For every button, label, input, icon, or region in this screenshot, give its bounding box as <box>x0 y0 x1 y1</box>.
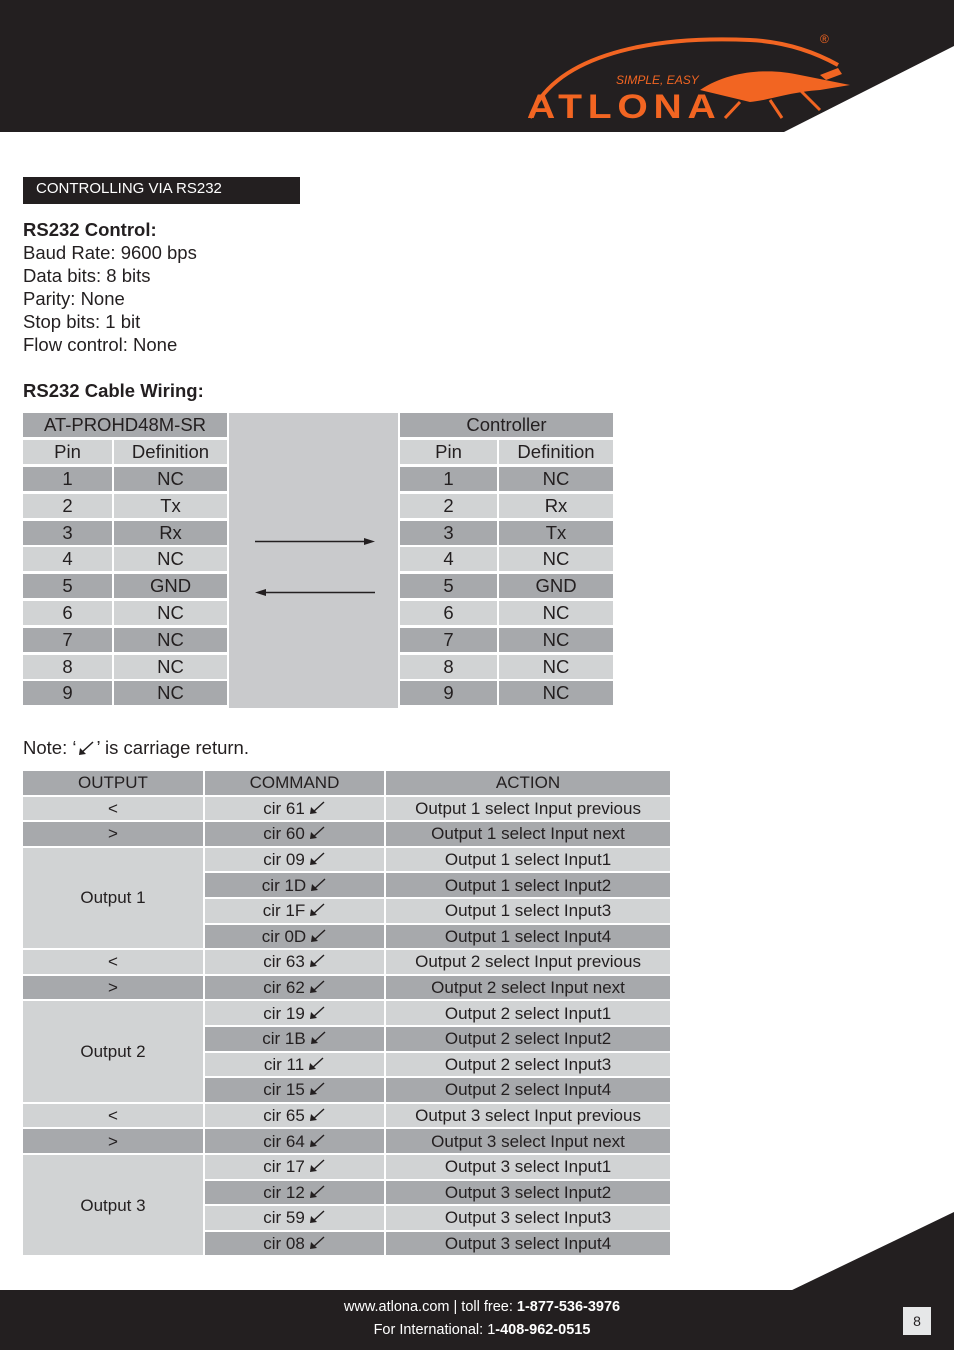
logo-wordmark: ATLONA <box>527 88 722 126</box>
command-table-header <box>23 771 670 795</box>
left-definition-cell: NC <box>114 547 227 571</box>
left-pin-cell: 2 <box>23 494 112 518</box>
command-text: cir 12 <box>263 1182 305 1202</box>
data-bits-line: Data bits: 8 bits <box>23 265 151 286</box>
right-pin-cell: 7 <box>400 628 497 652</box>
intl-label: For International: 1 <box>373 1322 496 1338</box>
action-cell: Output 3 select Input1 <box>386 1155 670 1179</box>
intl-number: -408-962-0515 <box>495 1322 591 1338</box>
note-prefix: Note: ‘ <box>23 737 77 758</box>
baud-rate-line: Baud Rate: 9600 bps <box>23 242 197 263</box>
logo-tagline: SIMPLE, EASY <box>616 73 699 87</box>
page-number: 8 <box>903 1307 931 1335</box>
command-cell <box>205 797 384 821</box>
carriage-return-icon <box>309 1031 327 1045</box>
right-pin-cell: 4 <box>400 547 497 571</box>
command-text: cir 62 <box>263 978 305 998</box>
action-cell: Output 1 select Input1 <box>386 848 670 872</box>
command-table-body <box>23 797 670 1256</box>
output-cell: > <box>23 1129 203 1153</box>
action-cell: Output 1 select Input next <box>386 822 670 846</box>
carriage-return-icon <box>308 852 326 866</box>
left-definition-cell: Tx <box>114 494 227 518</box>
right-pin-cell: 3 <box>400 521 497 545</box>
carriage-return-icon <box>309 878 327 892</box>
toll-free-number: 1-877-536-3976 <box>516 1299 621 1315</box>
command-cell <box>205 925 384 949</box>
output-column-header: OUTPUT <box>23 771 203 795</box>
command-cell <box>205 1078 384 1102</box>
command-cell <box>205 1206 384 1230</box>
command-cell <box>205 822 384 846</box>
left-pin-header: Pin <box>23 440 112 464</box>
left-definition-header: Definition <box>114 440 227 464</box>
command-cell <box>205 1181 384 1205</box>
footer-corner-shape <box>788 1212 954 1292</box>
command-text: cir 65 <box>263 1106 305 1126</box>
command-cell <box>205 1104 384 1128</box>
left-definition-cell: NC <box>114 628 227 652</box>
carriage-return-icon <box>307 1057 325 1071</box>
right-pin-header: Pin <box>400 440 497 464</box>
left-definition-cell: NC <box>114 601 227 625</box>
registered-mark: ® <box>820 32 829 46</box>
flow-control-line: Flow control: None <box>23 334 178 355</box>
right-pin-cell: 9 <box>400 681 497 705</box>
right-definition-cell: NC <box>499 601 613 625</box>
carriage-return-icon <box>308 1236 326 1250</box>
command-text: cir 64 <box>263 1131 305 1151</box>
left-definition-cell: GND <box>114 574 227 598</box>
carriage-return-icon <box>308 826 326 840</box>
output-cell: < <box>23 1104 203 1128</box>
command-text: cir 0D <box>261 926 307 946</box>
command-cell <box>205 1129 384 1153</box>
note-line <box>23 736 249 759</box>
command-text: cir 11 <box>263 1054 305 1074</box>
left-pin-cell: 8 <box>23 655 112 679</box>
output-group-cell: Output 2 <box>23 1001 203 1101</box>
carriage-return-icon <box>308 1159 326 1173</box>
left-definition-cell: Rx <box>114 521 227 545</box>
carriage-return-icon <box>308 1210 326 1224</box>
right-definition-cell: NC <box>499 628 613 652</box>
right-definition-cell: NC <box>499 681 613 705</box>
command-cell <box>205 848 384 872</box>
command-text: cir 17 <box>263 1157 305 1177</box>
carriage-return-icon <box>308 1082 326 1096</box>
right-definition-cell: Rx <box>499 494 613 518</box>
device-title: AT-PROHD48M-SR <box>23 413 227 437</box>
left-pin-cell: 6 <box>23 601 112 625</box>
carriage-return-icon <box>308 903 326 917</box>
command-row <box>23 1001 670 1025</box>
command-row <box>23 950 670 974</box>
command-cell <box>205 1027 384 1051</box>
right-pin-cell: 6 <box>400 601 497 625</box>
carriage-return-icon <box>308 801 326 815</box>
right-definition-cell: Tx <box>499 521 613 545</box>
footer-website: www.atlona.com | toll free: <box>343 1299 517 1315</box>
command-row <box>23 1155 670 1179</box>
carriage-return-icon <box>308 1185 326 1199</box>
command-text: cir 1D <box>261 875 307 895</box>
left-pin-cell: 3 <box>23 521 112 545</box>
right-definition-cell: NC <box>499 655 613 679</box>
signal-arrows-icon <box>229 413 398 708</box>
command-text: cir 61 <box>263 798 305 818</box>
footer-contact-line <box>0 1299 954 1315</box>
left-pin-cell: 7 <box>23 628 112 652</box>
carriage-return-icon <box>309 929 327 943</box>
command-cell <box>205 899 384 923</box>
cable-wiring-heading: RS232 Cable Wiring: <box>23 380 204 401</box>
command-row <box>23 822 670 846</box>
command-column-header: COMMAND <box>205 771 384 795</box>
carriage-return-icon <box>76 740 96 756</box>
command-cell <box>205 1232 384 1256</box>
right-pin-cell: 8 <box>400 655 497 679</box>
command-row <box>23 848 670 872</box>
action-cell: Output 2 select Input1 <box>386 1001 670 1025</box>
command-text: cir 63 <box>263 952 305 972</box>
command-text: cir 19 <box>263 1003 305 1023</box>
command-row <box>23 976 670 1000</box>
stop-bits-line: Stop bits: 1 bit <box>23 311 141 332</box>
output-group-cell: Output 3 <box>23 1155 203 1255</box>
right-definition-cell: NC <box>499 467 613 491</box>
command-cell <box>205 976 384 1000</box>
left-definition-cell: NC <box>114 467 227 491</box>
command-cell <box>205 1001 384 1025</box>
carriage-return-icon <box>308 1134 326 1148</box>
command-cell <box>205 950 384 974</box>
action-cell: Output 2 select Input4 <box>386 1078 670 1102</box>
note-suffix: ’ is carriage return. <box>96 737 249 758</box>
right-definition-header: Definition <box>499 440 613 464</box>
action-cell: Output 2 select Input2 <box>386 1027 670 1051</box>
command-row <box>23 1129 670 1153</box>
right-pin-cell: 5 <box>400 574 497 598</box>
left-pin-cell: 4 <box>23 547 112 571</box>
command-text: cir 1F <box>262 901 306 921</box>
left-pin-cell: 5 <box>23 574 112 598</box>
action-column-header: ACTION <box>386 771 670 795</box>
parity-line: Parity: None <box>23 288 125 309</box>
command-text: cir 08 <box>263 1233 305 1253</box>
action-cell: Output 3 select Input3 <box>386 1206 670 1230</box>
left-definition-cell: NC <box>114 655 227 679</box>
command-text: cir 59 <box>263 1208 305 1228</box>
command-text: cir 09 <box>263 850 305 870</box>
action-cell: Output 3 select Input previous <box>386 1104 670 1128</box>
output-cell: > <box>23 822 203 846</box>
carriage-return-icon <box>308 980 326 994</box>
footer-international-line <box>0 1322 954 1338</box>
right-definition-cell: NC <box>499 547 613 571</box>
controller-title: Controller <box>400 413 613 437</box>
rs232-control-heading: RS232 Control: <box>23 219 157 240</box>
left-definition-cell: NC <box>114 681 227 705</box>
carriage-return-icon <box>308 954 326 968</box>
section-label: CONTROLLING VIA RS232 <box>23 177 300 204</box>
action-cell: Output 1 select Input previous <box>386 797 670 821</box>
command-cell <box>205 873 384 897</box>
output-cell: > <box>23 976 203 1000</box>
command-text: cir 15 <box>263 1080 305 1100</box>
right-pin-cell: 2 <box>400 494 497 518</box>
command-text: cir 60 <box>263 824 305 844</box>
action-cell: Output 2 select Input previous <box>386 950 670 974</box>
left-pin-cell: 1 <box>23 467 112 491</box>
command-cell <box>205 1053 384 1077</box>
action-cell: Output 3 select Input next <box>386 1129 670 1153</box>
action-cell: Output 1 select Input2 <box>386 873 670 897</box>
output-group-cell: Output 1 <box>23 848 203 948</box>
action-cell: Output 2 select Input next <box>386 976 670 1000</box>
output-cell: < <box>23 797 203 821</box>
left-pin-cell: 9 <box>23 681 112 705</box>
action-cell: Output 1 select Input4 <box>386 925 670 949</box>
command-cell <box>205 1155 384 1179</box>
carriage-return-icon <box>308 1006 326 1020</box>
command-row <box>23 1104 670 1128</box>
right-definition-cell: GND <box>499 574 613 598</box>
action-cell: Output 1 select Input3 <box>386 899 670 923</box>
right-pin-cell: 1 <box>400 467 497 491</box>
action-cell: Output 2 select Input3 <box>386 1053 670 1077</box>
carriage-return-icon <box>308 1108 326 1122</box>
output-cell: < <box>23 950 203 974</box>
command-text: cir 1B <box>262 1029 306 1049</box>
action-cell: Output 3 select Input4 <box>386 1232 670 1256</box>
command-row <box>23 797 670 821</box>
command-table <box>21 769 672 1257</box>
action-cell: Output 3 select Input2 <box>386 1181 670 1205</box>
